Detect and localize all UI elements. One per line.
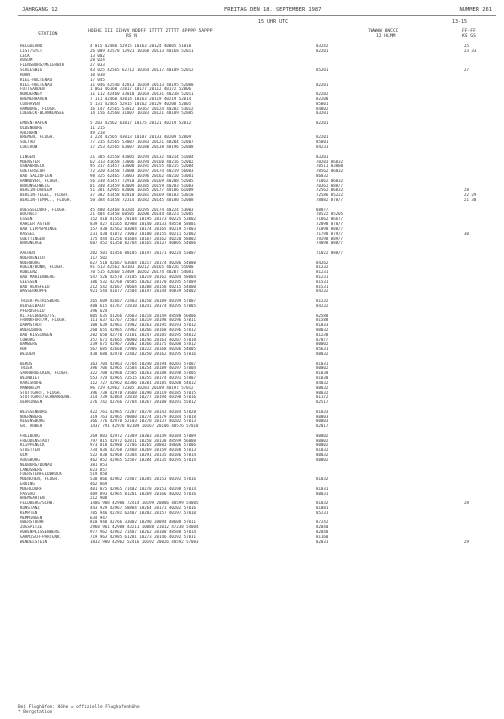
station-name: FUERSTENFELDBRUCK (20, 472, 62, 477)
station-data: 21 305 42558 43005 10194 20132 40214 51004 (90, 154, 194, 159)
station-data: 17 253 42565 63007 10180 20138 40196 52008 (90, 145, 194, 150)
station-data: 462 869 (90, 481, 108, 486)
weather-code: 80032 (316, 453, 329, 458)
weather-code: 82201 (316, 48, 329, 53)
col-ww: 7WWWW 8NCCC (368, 29, 399, 34)
station-name: BAD SALZUFLEN (20, 173, 53, 178)
station-name: SAARBRUECKEN, FLUGH. (20, 371, 70, 376)
station-data: 567 685 42668 72906 10222 20168 40206 54005 (90, 347, 196, 352)
weather-code: 80032 (316, 327, 329, 332)
station-name: BAD HERSFELD (20, 284, 50, 289)
weather-code: 81232 (316, 265, 329, 270)
weather-code: 85231 (316, 510, 329, 515)
station-data: 401 875 42965 71402 10270 20153 40198 57014 (90, 486, 196, 491)
weather-code: 81038 (316, 376, 329, 381)
station-name: FELDBERG/SCHW. (20, 501, 55, 506)
station-name: KASSEL (20, 231, 35, 236)
station-data: 1 063 46160 72817 10177 20112 40172 52006 (90, 87, 192, 92)
station-data: 422 761 42965 72207 10270 20143 40184 57020 (90, 409, 196, 414)
station-name: TRIER-PETRISBERG (20, 299, 60, 304)
station-name: BRAUNLAGE (20, 241, 43, 246)
weather-code: 82588 (316, 313, 329, 318)
weather-code: 81031 (316, 486, 329, 491)
station-name: LIST/SYLT (20, 48, 43, 53)
station-name: OBERSTDORF (20, 520, 45, 525)
station-data: 17 045 (90, 77, 105, 82)
station-name: KIEL-HOLTENAU (20, 82, 53, 87)
station-name: HELGOLAND (20, 44, 43, 48)
station-name: NOERVENICH (20, 255, 45, 260)
weather-code: 84231 (316, 145, 329, 150)
station-name: HOF (20, 347, 28, 352)
station-data: 31 046 42540 42813 10169 20113 40195 52008 (90, 82, 194, 87)
station-data: 268 655 42965 72902 10266 20168 40196 57012 (90, 327, 196, 332)
station-name: WENDELSTEIN (20, 539, 48, 544)
station-name: GOETTINGEN (20, 236, 45, 241)
station-name: FLENSBURG/MEIERWIK (20, 63, 65, 68)
time-range: 13-15 (452, 19, 468, 25)
station-name: MEMMINGEN (20, 515, 43, 520)
station-name: AHLHORN (20, 130, 38, 135)
weather-code: 70362 888// (316, 183, 344, 188)
station-name: WEINBIET (20, 376, 40, 381)
station-data: 705 946 42781 62407 10282 20157 40197 57010 (90, 510, 196, 515)
weather-code: 81531 (316, 279, 329, 284)
weather-code: 82201 (316, 82, 329, 87)
station-name: BERUS (20, 361, 33, 366)
station-data: 973 818 42980 72706 10265 20082 48606 57006 (90, 443, 196, 448)
wind-gust: 25 (464, 44, 469, 48)
weather-code: 85801 (316, 140, 329, 145)
station-name: BAMBERG (20, 342, 38, 347)
weather-code: 81031 (316, 361, 329, 366)
station-data: 111 637 42767 72503 10219 20198 40196 57011 (90, 318, 196, 323)
station-data: 462 852 42965 52507 10284 20135 40195 57014 (90, 457, 196, 462)
station-data: 186 532 42768 70505 10262 20170 40195 57009 (90, 279, 196, 284)
station-name: MANNHEIM (20, 385, 40, 390)
weather-code: 72898 878// (316, 222, 344, 227)
station-name: FREIBURG (20, 433, 40, 438)
station-name: LINGEN (20, 154, 35, 159)
station-name: GUETERSLOH (20, 169, 45, 174)
station-data: 56 338 41457 72910 10186 20169 40208 52005 (90, 178, 194, 183)
station-data: 623 857 (90, 467, 108, 472)
station-name: OLDENBURG (20, 125, 43, 130)
station-name: BERLIN-DAHLEM (20, 188, 53, 193)
station-name: WEISSENBURG (20, 409, 48, 414)
weather-code: 86832 (316, 173, 329, 178)
station-data: 921 544 41677 72504 10197 20144 40839 54002 (90, 289, 196, 294)
station-name: BREMGARTEN (20, 496, 45, 501)
station-name: HOHN (20, 72, 30, 77)
station-data: 10 038 (90, 72, 105, 77)
station-data: 314 739 42864 72810 10277 20194 40190 57016 (90, 395, 196, 400)
station-name: PASSAU (20, 491, 35, 496)
station-data: 634 947 (90, 515, 108, 520)
station-data: 805 635 41266 72603 10218 20149 48580 56006 (90, 313, 196, 318)
weather-code: 80032 (316, 390, 329, 395)
weather-code: 80002 (316, 366, 329, 371)
station-name: NEUBURG/DONAU (20, 462, 53, 467)
weather-code: 81172 (316, 395, 329, 400)
station-name: MUENSTER (20, 159, 40, 164)
station-data: 72 320 41458 73008 10197 20174 40219 56003 (90, 169, 194, 174)
weather-code: 80002 (316, 443, 329, 448)
weather-code: 72562 86832 (316, 188, 344, 193)
station-name: WEIDEN (20, 352, 35, 356)
weather-code: 81032 (316, 501, 329, 506)
station-data: 322 708 42960 72505 10263 20188 40198 57005 (90, 371, 196, 376)
station-data: 5 203 42562 63017 10175 20121 40219 52012 (90, 121, 192, 125)
station-data: 175 444 41256 81604 10167 20162 40220 58002 (90, 236, 196, 241)
weather-code: 79298 889// (316, 236, 344, 241)
station-data: 627 510 42667 63604 10217 20174 40206 54000 (90, 260, 196, 265)
station-name: BRAUNSCHWEIG (20, 183, 50, 188)
station-data: 45 400 42468 83204 10195 20174 40224 53003 (90, 207, 194, 212)
station-name: LUEBECK-BLANKENSEE (20, 111, 65, 116)
weather-code: 74098 888// (316, 241, 344, 246)
report-number: NUMMER 261 (459, 7, 492, 13)
wind-gust: 28 (464, 188, 469, 193)
weather-code: 83201 (316, 111, 329, 116)
station-name: FUTTGARDEN (20, 87, 45, 92)
weather-code: 84232 (316, 289, 329, 294)
weather-code: 80002 (316, 433, 329, 438)
station-name: KONSTANZ (20, 506, 40, 510)
station-name: ZUGSPITZE (20, 525, 43, 530)
weather-code: 71022 888// (316, 250, 344, 255)
station-name: OEHRINGEN (20, 400, 43, 405)
weather-code: 80031 (316, 491, 329, 496)
footer-notes (18, 705, 140, 715)
weather-code: 80002 (316, 457, 329, 462)
col-ww-sub: 12 HLMM (376, 34, 396, 39)
footer-note-2: * Bergstation (18, 710, 53, 715)
weather-code: 82031 (316, 539, 329, 544)
weather-code: 80002 (316, 438, 329, 443)
station-data: 1437 791 42970 82109 10167 20106 48576 57018 (90, 424, 199, 429)
weather-code: 888// (316, 207, 329, 212)
station-data: 522 838 42968 72304 10291 20135 40186 57014 (90, 453, 196, 458)
weather-code: 85801 (316, 101, 329, 106)
station-data: 977 962 42962 71407 10262 20100 48588 57014 (90, 530, 196, 535)
station-name: BERLIN-TEMPL., FLUGH. (20, 198, 72, 202)
station-name: BREMEN, FLUGH. (20, 135, 55, 140)
weather-code: 70511 83800 (316, 164, 344, 169)
station-name: WUERZBURG (20, 327, 43, 332)
weather-code: 71062 86832 (316, 178, 344, 183)
station-name: MUEHLDORF (20, 486, 43, 491)
station-data: 734 836 42768 72408 10269 20159 40188 57013 (90, 448, 196, 453)
wind-gust: 22 29 (464, 193, 477, 198)
station-name: BREMERHAVEN (20, 96, 48, 101)
station-data: 7 111 42460 43014 10163 20119 40219 52014 (90, 96, 192, 101)
station-data: 16 147 42565 53012 10167 20124 40202 53012 (90, 106, 194, 111)
weather-code: 72586 85222 (316, 193, 344, 198)
station-name: BERLIN-TEGEL, FLUGH. (20, 193, 70, 198)
station-name: SCHLESWIG (20, 68, 43, 73)
station-data: 98 325 42465 73003 10196 20162 40210 53001 (90, 173, 194, 178)
weather-code: 83242 (316, 44, 329, 48)
station-name: KIEL-HOLTENAU (20, 77, 53, 82)
weather-code: 81033 (316, 323, 329, 328)
station-name: HANNOVER, FLUGH. (20, 178, 60, 183)
station-name: OSNABRUECK (20, 164, 45, 169)
station-name: GARMISCH-PARTENK. (20, 534, 62, 539)
wind-gust: 30 (464, 231, 469, 236)
station-data: 319 763 42965 70000 10274 20179 40184 57018 (90, 414, 196, 419)
weather-code: 82200 (316, 96, 329, 101)
station-name: PFERDSFELD (20, 308, 45, 313)
weather-code: 84802 (316, 106, 329, 111)
station-name: HAMBURG, FLUGH. (20, 106, 57, 111)
station-data: 231 438 41872 73003 10180 20155 40211 52002 (90, 231, 196, 236)
station-name: HOHENPEISSENBERG (20, 530, 60, 535)
utc-time: 15 UHR UTC (258, 19, 289, 25)
station-name: BOCHOLT (20, 212, 38, 217)
station-data: 607 452 41350 82704 10165 20137 40005 54006 (90, 241, 196, 246)
station-data: 62 313 41658 73006 10194 20160 40216 52002 (90, 159, 194, 164)
weather-code: 878// (316, 337, 329, 342)
station-name: KLIPPENECK (20, 443, 45, 448)
station-data: 396 706 42965 72504 10254 20189 40197 57004 (90, 366, 196, 371)
station-data: 212 908 (90, 496, 108, 501)
weather-code: 80003 (316, 419, 329, 424)
station-data: 547 526 42570 73105 10219 20162 40204 58004 (90, 275, 196, 279)
wind-gust: 27 (464, 68, 469, 73)
station-name: STUTTGART/SCHNARRENB. (20, 395, 72, 400)
station-name: ULM (20, 453, 28, 458)
jahrgang-label: JAHRGANG 12 (22, 7, 58, 13)
station-data: 3 224 42565 43013 10187 20133 40209 52009 (90, 135, 192, 140)
station-data: 4 015 42480 52915 10163 20124 40005 51010 (90, 44, 192, 48)
report-header (18, 5, 496, 16)
weather-code: 87242 (316, 520, 329, 525)
weather-code: 70562 86832 (316, 169, 344, 174)
station-data: 50 384 41458 72314 10182 20145 40180 52008 (90, 198, 194, 202)
station-name: AUGSBURG (20, 457, 40, 462)
table-row (20, 540, 496, 545)
station-name: KL.FELDBERG/TS. (20, 313, 57, 318)
station-name: TRIER (20, 366, 33, 371)
weather-code: 82040 (316, 525, 329, 530)
station-name: BAD KISSINGEN (20, 332, 53, 337)
station-data: 81 348 41459 83009 10185 20159 40203 51003 (90, 183, 194, 188)
wind-gust: 21 30 (464, 198, 477, 202)
wind-gust: 29 (464, 539, 469, 544)
weather-code: 81032 (316, 448, 329, 453)
station-data: 202 501 41456 80105 10197 20171 40224 53007 (90, 250, 196, 255)
station-name: ERDING (20, 481, 35, 486)
station-data: 26 009 42570 12921 10160 20113 40168 52011 (90, 48, 194, 53)
weather-code: 85201 (316, 68, 329, 73)
station-data: 519 858 (90, 472, 108, 477)
station-name: EMDEN-HAFEN (20, 121, 48, 125)
weather-code: 81232 (316, 299, 329, 304)
station-data: 37 382 41458 82810 10181 20169 40183 53010 (90, 193, 194, 198)
station-data: 51 381 42965 83006 10185 20177 40186 61009 (90, 188, 194, 193)
station-name: DUESSELDORF, FLUGH. (20, 207, 67, 212)
station-name: DEUSELBACH (20, 303, 45, 308)
station-data: 396 624 (90, 308, 108, 313)
station-data: 363 704 42963 72704 10240 20194 40201 57007 (90, 361, 196, 366)
station-name: STUTTGART, FLUGH. (20, 390, 62, 395)
weather-code: 80002 (316, 342, 329, 347)
station-data: 396 738 42970 73608 10290 20119 40185 57015 (90, 390, 196, 395)
station-table (20, 44, 496, 545)
footer-note-1: Bei Flughäfen: Höhe = offizielle Flughafenhöhe (18, 705, 140, 710)
station-name: WASSERKUPPE (20, 289, 48, 294)
weather-code: 80032 (316, 352, 329, 356)
station-data: 70 515 42660 53409 10262 20174 40207 54001 (90, 270, 194, 275)
station-name: BAD MARIENBERG (20, 275, 55, 279)
station-name: COBURG (20, 337, 35, 342)
station-name: ESSEN (20, 217, 33, 222)
weather-code: 81531 (316, 284, 329, 289)
station-data: 212 542 42667 70604 10208 20158 40215 54000 (90, 284, 196, 289)
station-name: HUSUM (20, 58, 33, 63)
weather-code: 81032 (316, 477, 329, 482)
weather-code: 82201 (316, 121, 329, 125)
station-data: 95 317 41457 33008 10191 20155 40215 52004 (90, 164, 194, 169)
weather-code: 83201 (316, 154, 329, 159)
station-data: 357 671 42665 70000 10246 20163 40207 57010 (90, 337, 196, 342)
station-name: DARMSTADT (20, 323, 43, 328)
weather-code: 80003 (316, 414, 329, 419)
station-data: 13 002 (90, 53, 105, 58)
station-data: 276 742 42766 72704 10267 20180 40191 55012 (90, 400, 196, 405)
station-name: NUERBURG (20, 260, 40, 265)
station-name: KEMPTEN (20, 510, 38, 515)
station-data: 480 615 41767 72810 10241 20174 40195 57005 (90, 303, 196, 308)
station-name: FREUDENSTADT (20, 438, 50, 443)
station-data: 11 215 (90, 125, 105, 130)
station-name: BAD LIPPSPRINGE (20, 226, 57, 231)
station-name: STOETTEN (20, 448, 40, 453)
station-data: 28 024 (90, 58, 105, 63)
station-name: AACHEN (20, 250, 35, 255)
station-data: 5 131 42465 52915 10162 20129 40208 52005 (90, 101, 192, 106)
station-name: FRANKFURT/M, FLUGH. (20, 318, 67, 323)
station-data: 96 729 42962 72305 10283 20189 40197 57012 (90, 385, 194, 390)
weather-code: 81238 (316, 332, 329, 337)
station-data: 14 156 42560 31807 10183 20121 40189 52005 (90, 111, 194, 116)
station-name: KARLSRUHE (20, 380, 43, 385)
station-data: 21 404 41458 60505 10200 20144 40223 52005 (90, 212, 194, 217)
station-name: LECK (20, 53, 30, 58)
station-name: CUXHAVEN (20, 101, 40, 106)
station-data: 282 658 42770 72101 10247 20185 40195 54012 (90, 332, 196, 337)
station-data: 366 776 42970 52103 10270 20137 40202 57013 (90, 419, 196, 424)
station-data: 381 853 (90, 462, 108, 467)
weather-code: 82201 (316, 135, 329, 140)
weather-code: 81038 (316, 371, 329, 376)
station-data: 719 963 42985 61201 10273 20146 40192 57011 (90, 534, 196, 539)
station-data: 553 724 42965 72515 10255 20174 40191 57007 (90, 376, 196, 381)
station-name: LANDSBERG (20, 467, 43, 472)
col-ff-sub: KS GS (462, 34, 476, 39)
station-name: SOLTAU (20, 140, 35, 145)
station-data: 438 688 42970 72402 10250 20162 40195 57016 (90, 352, 196, 356)
station-name: KOELN/BONN, FLUGH. (20, 265, 65, 270)
station-data: 112 727 42962 82306 10281 20185 40200 54012 (90, 380, 196, 385)
weather-code: 85631 (316, 347, 329, 352)
station-name: GIESSEN (20, 279, 38, 284)
station-data: 108 639 42961 71902 10263 20195 40193 57012 (90, 323, 196, 328)
weather-code: 81588 (316, 318, 329, 323)
station-data: 27 033 (90, 63, 105, 68)
station-name: NORDERNEY (20, 92, 43, 97)
station-data: 117 502 (90, 255, 108, 260)
station-data: 157 430 42562 83004 10174 20165 40219 57003 (90, 226, 196, 231)
weather-code: 84262 (316, 260, 329, 265)
weather-code: 71062 8667/ (316, 217, 344, 222)
station-name: NUERNBERG (20, 414, 43, 419)
weather-code: 71098 888// (316, 226, 344, 231)
weather-code: 82040 (316, 530, 329, 535)
station-data: 269 803 42972 71309 10303 20149 40184 57009 (90, 433, 196, 438)
weather-code: 71798 879// (316, 231, 344, 236)
station-data: 797 815 42972 62811 10258 20130 48599 56008 (90, 438, 196, 443)
station-data: 2960 961 42988 43211 10088 21012 47238 54004 (90, 525, 199, 530)
station-name: KOBLENZ (20, 270, 38, 275)
station-data: 91 513 42562 83103 10212 20165 40226 55000 (90, 265, 194, 270)
weather-code: 78082 878// (316, 198, 344, 202)
weather-code: 70283 86832 (316, 159, 344, 164)
weather-code: 84032 (316, 380, 329, 385)
wind-gust: 23 33 (464, 48, 477, 53)
weather-code: 81231 (316, 270, 329, 275)
weather-code: 81231 (316, 275, 329, 279)
station-name: GR. ARBER (20, 424, 43, 429)
station-data: 810 948 42766 33002 10290 20094 48608 57011 (90, 520, 196, 525)
weather-code: 81160 (316, 534, 329, 539)
col-station: STATION (38, 32, 58, 37)
station-data: 49 218 (90, 130, 105, 135)
weather-code: 80032 (316, 385, 329, 390)
station-data: 409 893 42965 81201 10269 20166 40202 57016 (90, 491, 196, 496)
col-data-sub: RS N (126, 34, 138, 39)
col-ff: FF-FF (462, 29, 476, 34)
weather-code: 84232 (316, 303, 329, 308)
weather-code: 81033 (316, 409, 329, 414)
weather-code: 82517 (316, 400, 329, 405)
station-data: 1486 908 42980 72414 10199 20086 48599 54005 (90, 501, 199, 506)
station-data: 530 866 42962 72407 10285 20153 40192 57016 (90, 477, 196, 482)
station-data: 77 235 42565 53007 10183 20121 40204 52007 (90, 140, 194, 145)
station-data: 1832 980 42962 52416 10192 20026 48592 57003 (90, 539, 199, 544)
station-data: 265 609 42667 72403 10258 20189 40199 57007 (90, 299, 196, 304)
weather-code: 82017 (316, 424, 329, 429)
station-data: 152 410 41556 78104 10195 20173 40225 53002 (90, 217, 196, 222)
station-data: 43 025 42565 62712 10164 20117 40189 52012 (90, 68, 194, 73)
station-name: KAHLER ASTEN (20, 222, 50, 227)
weather-code: 70522 85205 (316, 212, 344, 217)
station-name: MUENCHEN, FLUGH. (20, 477, 60, 482)
station-data: 11 112 42460 33018 10164 20131 40238 52011 (90, 92, 194, 97)
station-name: REGENSBURG (20, 419, 45, 424)
col-data: HOEHE III IIHVV NDDFF 1TTTT 2TTTT 4PPPP 5APPP (88, 29, 213, 34)
station-name: LUECHOW (20, 145, 38, 150)
station-data: 839 427 41165 82908 10140 20133 48558 58001 (90, 222, 196, 227)
wind-gust: 28 (464, 501, 469, 506)
weather-code: 82202 (316, 92, 329, 97)
report-date: FREITAG DEN 18. SEPTEMBER 1987 (224, 7, 322, 13)
station-data: 239 675 42967 72002 10266 20175 40200 57012 (90, 342, 196, 347)
station-data: 443 929 42967 50804 10264 20171 40202 57016 (90, 506, 196, 510)
weather-code: 81081 (316, 506, 329, 510)
